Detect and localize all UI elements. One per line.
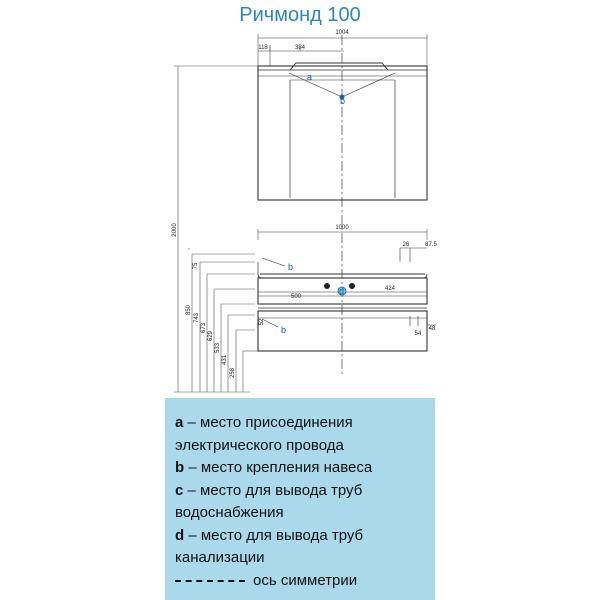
dim-h-673: 673 [201,322,207,334]
tag-b-mirror: b [340,96,346,106]
legend-item-c [175,480,435,503]
legend-text: – место крепления навеса [184,459,373,476]
legend-text: – место для вывода труб [184,526,364,544]
legend-key: b [175,459,185,476]
dim-h-258: 258 [230,367,236,379]
dim-d-52: 52 [259,318,265,326]
legend-text: – место присоединения [183,414,353,431]
dim-h-431: 431 [222,354,228,366]
legend-key: a [175,414,184,431]
page-title: Ричмонд 100 [239,4,361,26]
legend-panel [165,398,435,600]
legend-axis-label: ось симметрии [253,571,358,589]
tag-a: a [307,72,313,82]
axis-line-sample [175,580,245,582]
tag-d: d [339,286,345,296]
legend-item-c-cont [175,502,435,525]
dim-top-right-26: 26 [402,242,410,248]
dim-top-right-87: 87.5 [425,242,437,248]
legend-key: d [175,526,185,544]
mirror-cabinet [258,34,427,200]
dim-h-75: 75 [193,262,199,270]
dim-d-48: 48 [428,326,436,332]
legend-text: электрического провода [175,436,344,454]
legend-item-a [175,412,435,435]
dim-h-533: 533 [215,342,221,354]
legend-item-d [175,525,435,548]
vanity-pointer-lines [262,258,285,327]
dim-h-850: 850 [186,304,192,316]
legend-item-d-cont [175,547,435,570]
dim-mirror-inner: 384 [294,45,306,51]
legend-item-a-cont [175,435,435,458]
dim-d-54: 54 [414,331,422,337]
dim-h-629: 629 [208,330,214,342]
dim-mirror-offset: 118 [258,45,268,51]
dim-w-424: 424 [384,286,396,292]
tag-b-top: b [288,262,294,272]
legend-key: c [175,481,184,499]
legend-item-axis [175,570,435,593]
legend-text: – место для вывода труб [183,481,363,499]
dim-h-743: 743 [194,312,200,324]
legend-text: водоснабжения [175,504,284,521]
dim-mirror-width: 1004 [335,30,349,36]
tag-b-bottom: b [281,325,287,335]
legend-text: канализации [175,549,265,566]
dim-total-height: 2000 [172,223,178,237]
legend-item-b [175,457,435,480]
dim-cabinet-width: 1000 [335,225,349,231]
dim-w-500: 500 [290,294,302,300]
